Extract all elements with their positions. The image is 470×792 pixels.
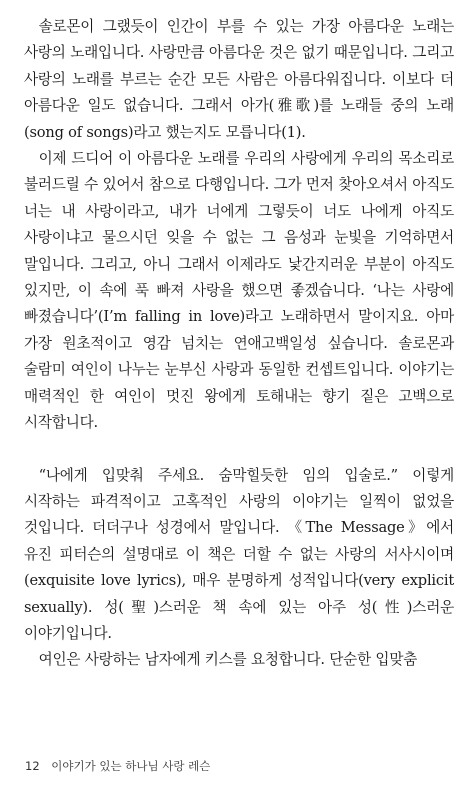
paragraph-3: “나에게 입맞춰 주세요. 숨막힐듯한 임의 입술로.” 이렇게 시작하는 파격적이고 고혹적인 사랑의 이야기는 일찍이 없었을 것입니다. 더더구나 성경에서 말입니다. 《The Message》에서 유진 피터슨의 설명대로 이 책은 더할 수 없는 사랑의 서사시이며(exquisite love lyrics), 매우 분명하게 성적입니다(very explicit sexually). 성(聖)스러운 책 속에 있는 아주 성(性)스러운 이야기입니다.	[24, 466, 454, 642]
book-title: 이야기가 있는 하나님 사랑 레슨	[51, 759, 211, 773]
page-number: 12	[25, 759, 40, 773]
paragraph-4: 여인은 사랑하는 남자에게 키스를 요청합니다. 단순한 입맞춤	[38, 651, 418, 669]
paragraph-1: 솔로몬이 그랬듯이 인간이 부를 수 있는 가장 아름다운 노래는 사랑의 노래입니다. 사랑만큼 아름다운 것은 없기 때문입니다. 그리고 사랑의 노래를 부르는 순간 모든 사람은 아름다워집니다. 이보다 더 아름다운 일도 없습니다. 그래서 아가(雅歌)를 노래들 중의 노래(song of songs)라고 했는지도 모릅니다(1).	[24, 18, 454, 141]
page-body	[24, 14, 454, 674]
page-footer	[25, 758, 210, 774]
paragraph-2: 이제 드디어 이 아름다운 노래를 우리의 사랑에게 우리의 목소리로 불러드릴 수 있어서 참으로 다행입니다. 그가 먼저 찾아오셔서 아직도 너는 내 사랑이라고, 내가 너에게 그렇듯이 너도 나에게 아직도 사랑이냐고 물으시던 잊을 수 없는 그 음성과 눈빛을 기억하면서 말입니다. 그리고, 아니 그래서 이제라도 낯간지러운 부분이 아직도 있지만, 이 속에 푹 빠져 사랑을 했으면 좋겠습니다. ‘나는 사랑에 빠졌습니다’(I’m falling in love)라고 노래하면서 말이지요. 아마 가장 원초적이고 영감 넘치는 연애고백일성 싶습니다. 솔로몬과 술람미 여인이 나누는 눈부신 사랑과 동일한 컨셉트입니다. 이야기는 매력적인 한 여인이 멋진 왕에게 토해내는 향기 짙은 고백으로 시작합니다.	[24, 150, 454, 432]
